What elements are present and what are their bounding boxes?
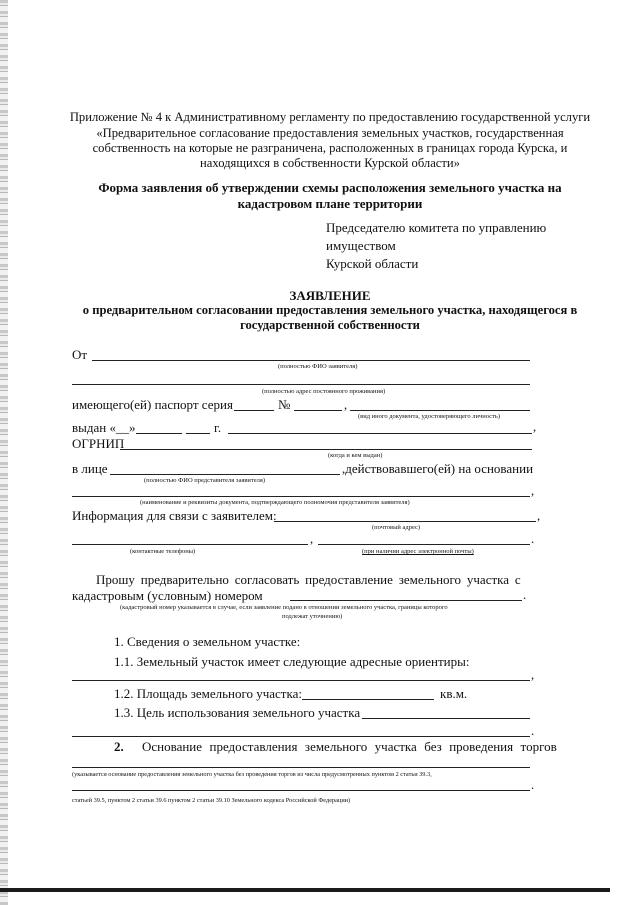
addressee-line-2: имуществом (326, 238, 396, 253)
passport-series-field[interactable] (234, 410, 274, 411)
cadastral-number-field[interactable] (290, 600, 522, 601)
area-unit: кв.м. (440, 686, 468, 701)
other-doc-hint: (вид иного документа, удостоверяющего личность) (358, 413, 501, 420)
issued-month-field[interactable] (136, 433, 182, 434)
section-1: 1. Сведения о земельном участке: (114, 634, 301, 649)
contact-label: Информация для связи с заявителем: (72, 508, 277, 523)
authority-doc-field[interactable] (72, 496, 530, 497)
addressee-line-3: Курской области (326, 256, 419, 271)
statement-subtitle-2: государственной собственности (240, 318, 420, 332)
request-line-1: Прошу предварительно согласовать предоставление земельного участка с (96, 572, 521, 587)
address-field[interactable] (72, 384, 530, 385)
postal-hint: (почтовый адрес) (372, 524, 421, 531)
passport-label: имеющего(ей) паспорт серия (72, 397, 233, 412)
basis-field[interactable] (72, 767, 530, 768)
form-title-line-2: кадастровом плане территории (237, 196, 423, 211)
acting-label: ,действовавшего(ей) на основании (342, 461, 534, 476)
address-hint: (полностью адрес постоянного проживания) (262, 388, 386, 395)
section-2-number: 2. (114, 739, 124, 754)
representative-fio-field[interactable] (110, 474, 340, 475)
form-title-line-1: Форма заявления об утверждении схемы расположения земельного участка на (98, 180, 562, 195)
issued-by-field[interactable] (228, 433, 532, 434)
phone-hint: (контактные телефоны) (130, 548, 196, 555)
purpose-field-2[interactable] (72, 736, 530, 737)
in-person-label: в лице (72, 461, 108, 476)
section-1-2: 1.2. Площадь земельного участка: (114, 686, 302, 701)
section-2-text: Основание предоставления земельного участка без проведения торгов (142, 739, 557, 754)
addressee-line-1: Председателю комитета по управлению (326, 220, 547, 235)
area-field[interactable] (302, 699, 434, 700)
issued-hint: (когда и кем выдан) (328, 452, 383, 459)
appendix-line-2: «Предварительное согласование предоставления земельных участков, государственная (96, 126, 564, 140)
basis-hint: (указывается основание предоставления земельного участка без проведения торгов из числа предусмотренных пунктом 2 статьи 39.3, (72, 771, 432, 778)
section-1-1: 1.1. Земельный участок имеет следующие адресные ориентиры: (114, 654, 470, 669)
issued-year-field[interactable] (186, 433, 210, 434)
section-1-3: 1.3. Цель использования земельного участка (114, 705, 361, 720)
page-bottom-edge (0, 888, 610, 892)
fio-hint: (полностью ФИО заявителя) (278, 363, 358, 370)
request-line-2: кадастровым (условным) номером (72, 588, 263, 603)
address-landmarks-field[interactable] (72, 680, 530, 681)
appendix-line-3: собственность на которые не разграничена, расположенных в границах города Курска, и (92, 141, 568, 155)
request-hint-1: (кадастровый номер указывается в случае, если заявление подано в отношении земельного участка, границы которого (120, 604, 448, 611)
other-doc-field[interactable] (350, 410, 530, 411)
authority-hint: (наименование и реквизиты документа, подтверждающего полномочия представителя заявителя) (140, 499, 410, 506)
email-hint: (при наличии адрес электронной почты) (362, 548, 474, 555)
applicant-fio-field[interactable] (92, 360, 530, 361)
postal-address-field[interactable] (274, 521, 536, 522)
ogrnip-field[interactable] (120, 449, 532, 450)
statement-subtitle-1: о предварительном согласовании предоставления земельного участка, находящегося в (82, 303, 578, 317)
scan-edge (0, 0, 8, 905)
number-label: № (278, 397, 291, 412)
email-field[interactable] (318, 544, 530, 545)
from-label: От (72, 347, 88, 362)
issued-label: выдан «__» (72, 420, 136, 435)
purpose-field[interactable] (362, 718, 530, 719)
phone-field[interactable] (72, 544, 308, 545)
appendix-line-4: находящихся в собственности Курской области» (200, 156, 460, 170)
rep-hint: (полностью ФИО представителя заявителя) (144, 477, 266, 484)
appendix-line-1: Приложение № 4 к Административному регламенту по предоставлению государственной услуги (69, 110, 591, 124)
year-label: г. (214, 420, 222, 435)
ogrnip-label: ОГРНИП (72, 436, 125, 451)
statement-title: ЗАЯВЛЕНИЕ (289, 288, 371, 303)
request-hint-2: подлежат уточнению) (282, 613, 343, 620)
passport-number-field[interactable] (294, 410, 342, 411)
basis-hint-2: статьей 39.5, пунктом 2 статьи 39.6 пунктом 2 статьи 39.10 Земельного кодекса Российской Федерации) (72, 797, 351, 804)
basis-field-2[interactable] (72, 790, 530, 791)
